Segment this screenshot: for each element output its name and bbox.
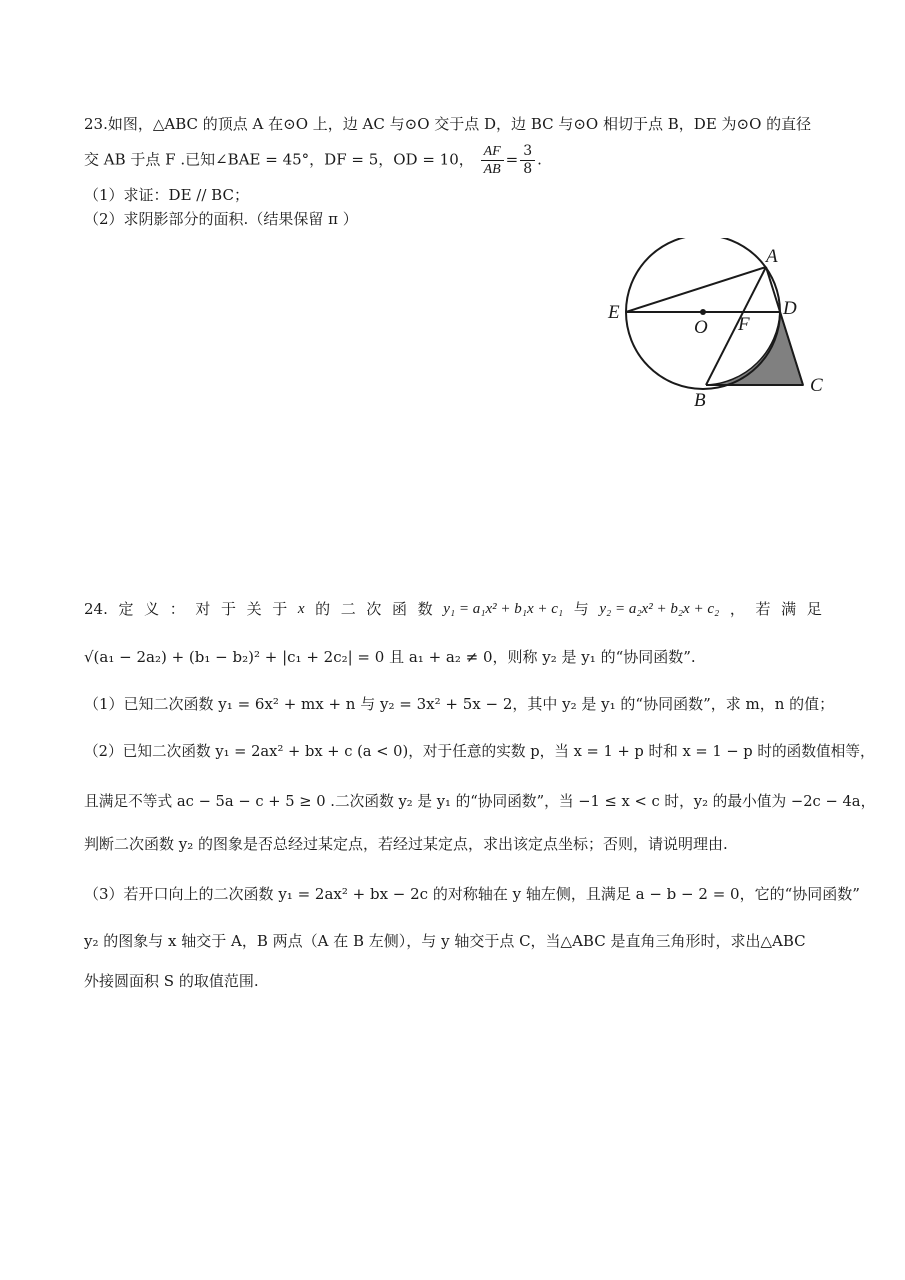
label-a: A bbox=[766, 246, 778, 267]
formula-y1: y₁ = a₁x² + b₁x + c₁ bbox=[443, 601, 564, 617]
label-d: D bbox=[783, 298, 797, 319]
problem-23-line-2: 交 AB 于点 F .已知∠BAE = 45°，DF = 5，OD = 10， $\frac{AF}{AB}$ = $\frac{3}{8}$ . bbox=[84, 143, 542, 177]
problem-24-part-3-line-1: （3）若开口向上的二次函数 y₁ = 2ax² + bx − 2c 的对称轴在 y 轴左侧，且满足 a − b − 2 = 0，它的“协同函数” bbox=[84, 885, 860, 903]
problem-23-line-1 bbox=[84, 113, 811, 135]
geometry-figure bbox=[600, 238, 830, 418]
label-e: E bbox=[608, 302, 620, 323]
label-c: C bbox=[810, 375, 823, 396]
problem-24-part-3-line-2: y₂ 的图象与 x 轴交于 A，B 两点（A 在 B 左侧），与 y 轴交于点 C，当△ABC 是直角三角形时，求出△ABC bbox=[84, 932, 806, 950]
problem-24-part-2-line-2: 且满足不等式 ac − 5a − c + 5 ≥ 0 .二次函数 y₂ 是 y₁ 的“协同函数”，当 −1 ≤ x < c 时，y₂ 的最小值为 −2c − 4a， bbox=[84, 792, 876, 810]
problem-24-number: 24. bbox=[84, 600, 108, 618]
problem-24-definition-line-2: √(a₁ − 2a₂) + (b₁ − b₂)² + |c₁ + 2c₂| = 0 且 a₁ + a₂ ≠ 0，则称 y₂ 是 y₁ 的“协同函数”. bbox=[84, 648, 696, 666]
problem-23-text-1: 如图，△ABC 的顶点 A 在⊙O 上，边 AC 与⊙O 交于点 D，边 BC 与⊙O 相切于点 B，DE 为⊙O 的直径 bbox=[107, 115, 812, 133]
fraction-3-8: $\frac{3}{8}$ bbox=[520, 143, 535, 178]
problem-23-part-1: （1）求证：DE // BC； bbox=[84, 186, 249, 204]
segment-ae bbox=[626, 267, 766, 312]
center-point-o bbox=[700, 309, 706, 315]
formula-y2: y₂ = a₂x² + b₂x + c₂ bbox=[599, 601, 720, 617]
label-o: O bbox=[694, 317, 708, 338]
problem-23-text-2: 交 AB 于点 F .已知∠BAE = 45°，DF = 5，OD = 10， bbox=[84, 150, 474, 169]
label-b: B bbox=[694, 390, 706, 411]
fraction-af-ab: $\frac{AF}{AB}$ bbox=[481, 143, 504, 178]
label-f: F bbox=[738, 314, 750, 335]
problem-24-line-1: 24. 定 义 ： 对 于 关 于 x 的 二 次 函 数 y₁ = a₁x² + b₁x + c₁ 与 y₂ = a₂x² + b₂x + c₂ ， 若 满 足 bbox=[84, 600, 822, 618]
problem-24-part-3-line-3: 外接圆面积 S 的取值范围. bbox=[84, 972, 259, 990]
problem-24-part-1: （1）已知二次函数 y₁ = 6x² + mx + n 与 y₂ = 3x² + 5x − 2，其中 y₂ 是 y₁ 的“协同函数”，求 m，n 的值； bbox=[84, 695, 835, 713]
problem-23-number: 23. bbox=[84, 115, 108, 133]
problem-24-part-2-line-1: （2）已知二次函数 y₁ = 2ax² + bx + c (a < 0)，对于任意的实数 p，当 x = 1 + p 时和 x = 1 − p 时的函数值相等， bbox=[84, 742, 875, 760]
problem-24-part-2-line-3: 判断二次函数 y₂ 的图象是否总经过某定点，若经过某定点，求出该定点坐标；否则，请说明理由. bbox=[84, 835, 728, 853]
shaded-region bbox=[706, 312, 803, 385]
problem-23-part-2: （2）求阴影部分的面积.（结果保留 π ） bbox=[84, 210, 358, 228]
